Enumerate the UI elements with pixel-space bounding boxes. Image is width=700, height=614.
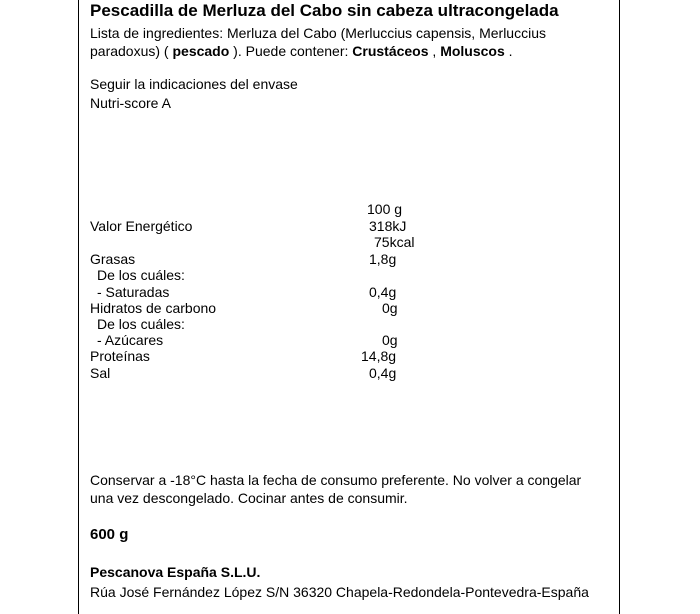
allergen-crustaceans: Crustáceos <box>352 43 429 59</box>
energy-kcal-value: 75kcal <box>374 234 415 250</box>
usage-instructions: Seguir la indicaciones del envase <box>90 76 298 92</box>
allergen-fish: pescado <box>172 43 230 59</box>
carbs-label: Hidratos de carbono <box>90 300 217 316</box>
sugars-label: - Azúcares <box>97 332 164 348</box>
allergen-molluscs: Moluscos <box>440 43 505 59</box>
ingredients-list <box>90 24 590 60</box>
energy-kj-value: 318kJ <box>369 218 407 234</box>
salt-value: 0,4g <box>369 365 397 381</box>
ingredients-prefix: Lista de ingredientes: Merluza del Cabo (Merluccius capensis, Merluccius paradoxus) ( <box>90 25 546 59</box>
product-title: Pescadilla de Merluza del Cabo sin cabeza ultracongelada <box>90 1 559 20</box>
protein-value: 14,8g <box>361 348 397 364</box>
fat-sub-label: De los cuáles: <box>97 267 185 283</box>
net-weight: 600 g <box>90 526 129 543</box>
nutriscore: Nutri-score A <box>90 95 171 111</box>
fat-label: Grasas <box>90 251 136 267</box>
product-label <box>78 0 620 614</box>
nutrition-header: 100 g <box>367 201 403 217</box>
ingredients-end: . <box>504 43 513 59</box>
saturated-value: 0,4g <box>369 284 397 300</box>
carbs-sub-label: De los cuáles: <box>97 316 185 332</box>
company-name: Pescanova España S.L.U. <box>90 564 261 580</box>
sugars-value: 0g <box>382 332 398 348</box>
protein-label: Proteínas <box>90 348 150 364</box>
saturated-label: - Saturadas <box>97 284 170 300</box>
energy-label: Valor Energético <box>90 218 193 234</box>
ingredients-middle: ). Puede contener: <box>229 43 353 59</box>
company-address: Rúa José Fernández López S/N 36320 Chapela-Redondela-Pontevedra-España <box>90 584 589 600</box>
carbs-value: 0g <box>382 300 398 316</box>
allergen-separator: , <box>428 43 441 59</box>
fat-value: 1,8g <box>369 251 397 267</box>
storage-instructions: Conservar a -18°C hasta la fecha de consumo preferente. No volver a congelar una vez descongelado. Cocinar antes de consumir. <box>90 472 582 506</box>
salt-label: Sal <box>90 365 111 381</box>
